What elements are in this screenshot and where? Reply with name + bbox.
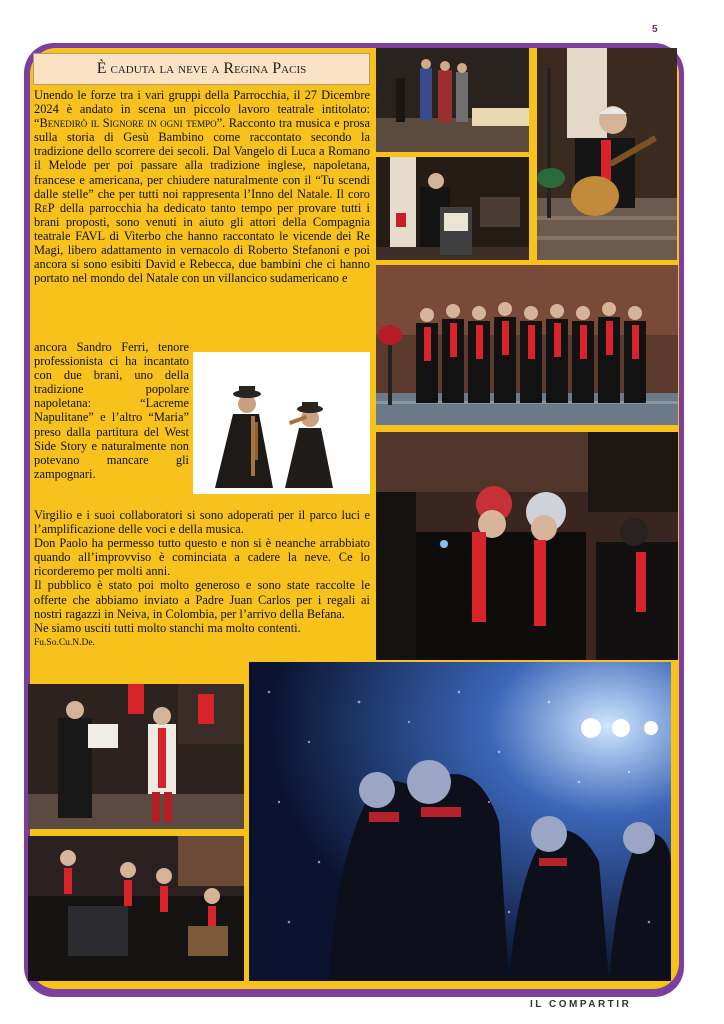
show-title: Benedirò il Signore in ogni tempo — [39, 116, 217, 131]
photo-choir — [376, 265, 678, 425]
photo-singers-snow — [376, 432, 678, 660]
photo-children-performers — [28, 684, 244, 829]
article-paragraph-3: Virgilio e i suoi collaboratori si sono adoperati per il parco luci e l’amplificazione delle voci e della musica. — [34, 508, 370, 537]
article-paragraph-6: Ne siamo usciti tutti molto stanchi ma molto contenti. — [34, 620, 301, 635]
magazine-footer: IL COMPARTIR — [530, 999, 632, 1010]
photo-guitarist — [537, 48, 677, 260]
photo-zampognari — [193, 352, 370, 494]
choir-name: ReP — [34, 200, 55, 215]
photo-musicians — [28, 836, 244, 981]
photo-lectern-speaker — [376, 157, 529, 260]
article-paragraph-5: Il pubblico è stato poi molto generoso e sono state raccolte le offerte che abbiamo inviato a Padre Juan Carlos per i regali ai nostri ragazzi in Neiva, in Colombia, per l’arrivo della Befana. — [34, 578, 370, 621]
article-paragraph-4: Don Paolo ha permesso tutto questo e non si è neanche arrabbiato quando all’improvviso è cominciata a cadere la neve. Ce lo ricorderemo per molti anni. — [34, 536, 370, 579]
article-paragraph-1: Unendo le forze tra i vari gruppi della Parrocchia, il 27 Dicembre 2024 è andato in scena un piccolo lavoro teatrale intitolato: “Benedirò il Signore in ogni tempo”. Racconto tra musica e prosa sulla storia di Gesù Bambino come raccontato secondo la tradizione dello scorrere dei secoli. Dal Vangelo di Luca a Romano il Melode per poi passare alla tradizione inglese, napoletana, francese e americana, per chiudere naturalmente con il “Tu scendi dalle stelle” che per tutti noi rappresenta l’Inno del Natale. Il coro ReP della parrocchia ha dedicato tanto tempo per provare tutti i brani proposti, sono venuti in aiuto gli attori della Compagnia teatrale FAVL di Viterbo che hanno raccontato le vicende dei Re Magi, libero adattamento in vernacolo di Roberto Stefanoni e poi ancora si sono esibiti David e Rebecca, due bambini che ci hanno portato nel mondo del Natale con un villancico sudamericano e — [34, 88, 370, 286]
photo-snowfall-stage — [249, 662, 671, 981]
author-signature: Fu.So.Cu.N.De. — [34, 637, 95, 648]
article-title: È caduta la neve a Regina Pacis — [33, 53, 370, 85]
article-paragraphs-end — [34, 508, 370, 650]
photo-stage-magi — [376, 48, 529, 152]
article-paragraph-2: ancora Sandro Ferri, tenore professionista ci ha incantato con due brani, uno della tradizione popolare napoletana: “Lacreme Napulitane” e l’altro “Maria” preso dalla partitura del West Side Story e naturalmente non potevano mancare gli zampognari. — [34, 340, 189, 481]
page-number: 5 — [652, 24, 658, 35]
